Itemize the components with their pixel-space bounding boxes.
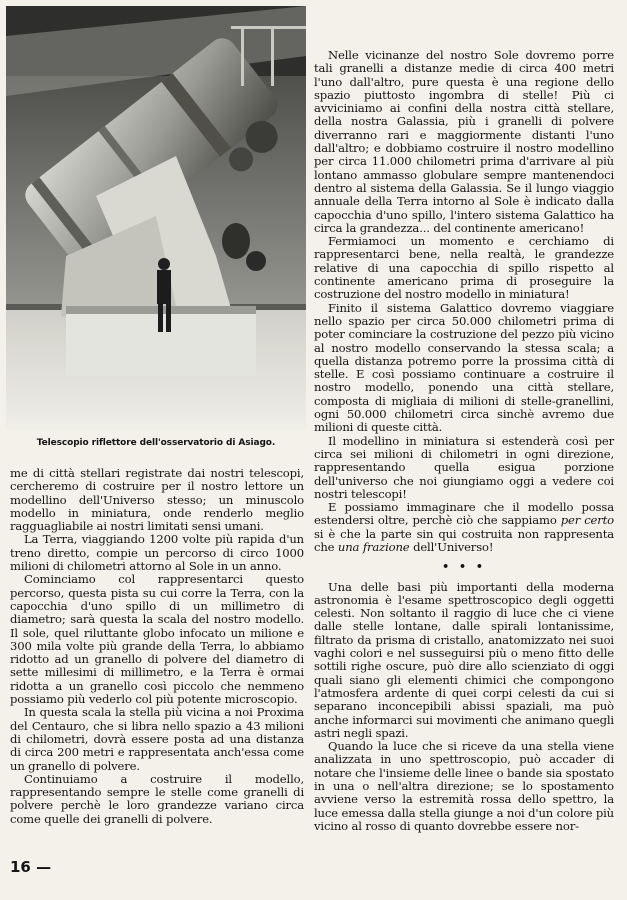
paragraph: Quando la luce che si riceve da una stella viene analizzata in uno spettroscopio, può accader di notare che l'insieme delle linee o bande sia spostato in una o nell'altra direzione; se lo spostamento avviene verso la estremità rossa dello spettro, la luce emessa dalla stella giunge a noi d'un colore più vicino al rosso di quanto dovrebbe essere nor-: [314, 739, 614, 833]
paragraph-emphasis: [314, 501, 614, 554]
page-number: 16 —: [10, 858, 52, 876]
italic-per-certo: per certo: [560, 513, 614, 528]
telescope-photo: [6, 6, 306, 430]
paragraph: Il modellino in miniatura si estenderà così per circa sei milioni di chilometri in ogni direzione, rappresentando quella esigua porzione dell'universo che noi giungiamo oggi a vedere coi nostri telescopi!: [314, 433, 614, 501]
emphasis-text-after: dell'Universo!: [409, 539, 494, 554]
paragraph: Continuiamo a costruire il modello, rappresentando sempre le stelle come granelli di polvere perchè le loro grandezze variano circa come quelle dei granelli di polvere.: [10, 771, 304, 826]
paragraph: Cominciamo col rappresentarci questo percorso, questa pista su cui corre la Terra, con la capocchia d'uno spillo di un millimetro di diametro; sarà questa la scala del nostro modello. Il sole, quel riluttante globo infocato un milione e 300 mila volte più grande della Terra, lo abbiamo ridotto ad un granello di polvere del diametro di sette millesimi di millimetro, e la Terra è ormai ridotta a un granello così piccolo che nemmeno possiamo più vederlo col più potente microscopio.: [10, 572, 304, 707]
section-separator: • • •: [442, 560, 486, 574]
left-column: [10, 467, 304, 826]
paragraph: In questa scala la stella più vicina a noi Proxima del Centauro, che si libra nello spazio a 43 milioni di chilometri, dovrà essere posta ad una distanza di circa 200 metri e rappresentata anch'essa come un granello di polvere.: [10, 705, 304, 773]
emphasis-text-middle: si è che la parte sin qui costruita non rappresenta che: [314, 526, 614, 554]
emphasis-text-before: E possiamo immaginare che il modello possa estendersi oltre, perchè ciò che sappiamo: [314, 500, 614, 528]
right-column: [314, 49, 614, 833]
paragraph: La Terra, viaggiando 1200 volte più rapida d'un treno diretto, compie un percorso di circo 1000 milioni di chilometri attorno al Sole in un anno.: [10, 532, 304, 574]
paragraph: Fermiamoci un momento e cerchiamo di rappresentarci bene, nella realtà, le grandezze relative di una capocchia di spillo rispetto al continente americano prima di proseguire la costruzione del nostro modello in miniatura!: [314, 234, 614, 302]
italic-una-frazione: una frazione: [337, 539, 410, 554]
paragraph: Nelle vicinanze del nostro Sole dovremo porre tali granelli a distanze medie di circa 400 metri l'uno dall'altro, pure questa è una regione dello spazio piuttosto ingombra di stelle! Più ci avviciniamo ai confini della nostra città stellare, della nostra Galassia, più i granelli di polvere diverranno rari e maggiormente distanti l'uno dall'altro; e dobbiamo costruire il nostro modellino per circa 11.000 chilometri prima d'arrivare al più lontano ammasso globulare sempre mantenendoci dentro al sistema della Galassia. Se il lungo viaggio annuale della Terra intorno al Sole è indicato dalla capocchia d'uno spillo, l'intero sistema Galattico ha circa la grandezza... del continente americano!: [314, 48, 614, 235]
figure-caption: Telescopio riflettore dell'osservatorio di Asiago.: [36, 438, 276, 448]
paragraph: me di città stellari registrate dai nostri telescopi, cercheremo di costruire per il nostro lettore un modellino dell'Universo stesso; un minuscolo modello in miniatura, onde renderlo meglio ragguagliabile ai nostri limitati sensi umani.: [10, 466, 304, 534]
paragraph: Una delle basi più importanti della moderna astronomia è l'esame spettroscopico degli oggetti celesti. Non soltanto il raggio di luce che ci viene dalle stelle lontane, dalle spirali lontanissime, filtrato da prisma di cristallo, anatomizzato nei suoi vaghi colori e nel susseguirsi più o meno fitto delle sottili righe oscure, può dire allo scienziato di oggi quali siano gli elementi chimici che compongono l'atmosfera ardente di quei corpi celesti da cui si separano inconcepibili abissi spaziali, ma può anche informarci sui movimenti che animano quegli astri negli spazi.: [314, 579, 614, 740]
paragraph: Finito il sistema Galattico dovremo viaggiare nello spazio per circa 50.000 chilometri prima di poter cominciare la costruzione del pezzo più vicino al nostro modello conservando la stessa scala; a quella distanza potremo porre la prossima città di stelle. E così possiamo continuare a costruire il nostro modello, ponendo una città stellare, composta di migliaia di milioni di stelle-granellini, ogni 50.000 chilometri circa sinchè avremo due milioni di queste città.: [314, 300, 614, 435]
